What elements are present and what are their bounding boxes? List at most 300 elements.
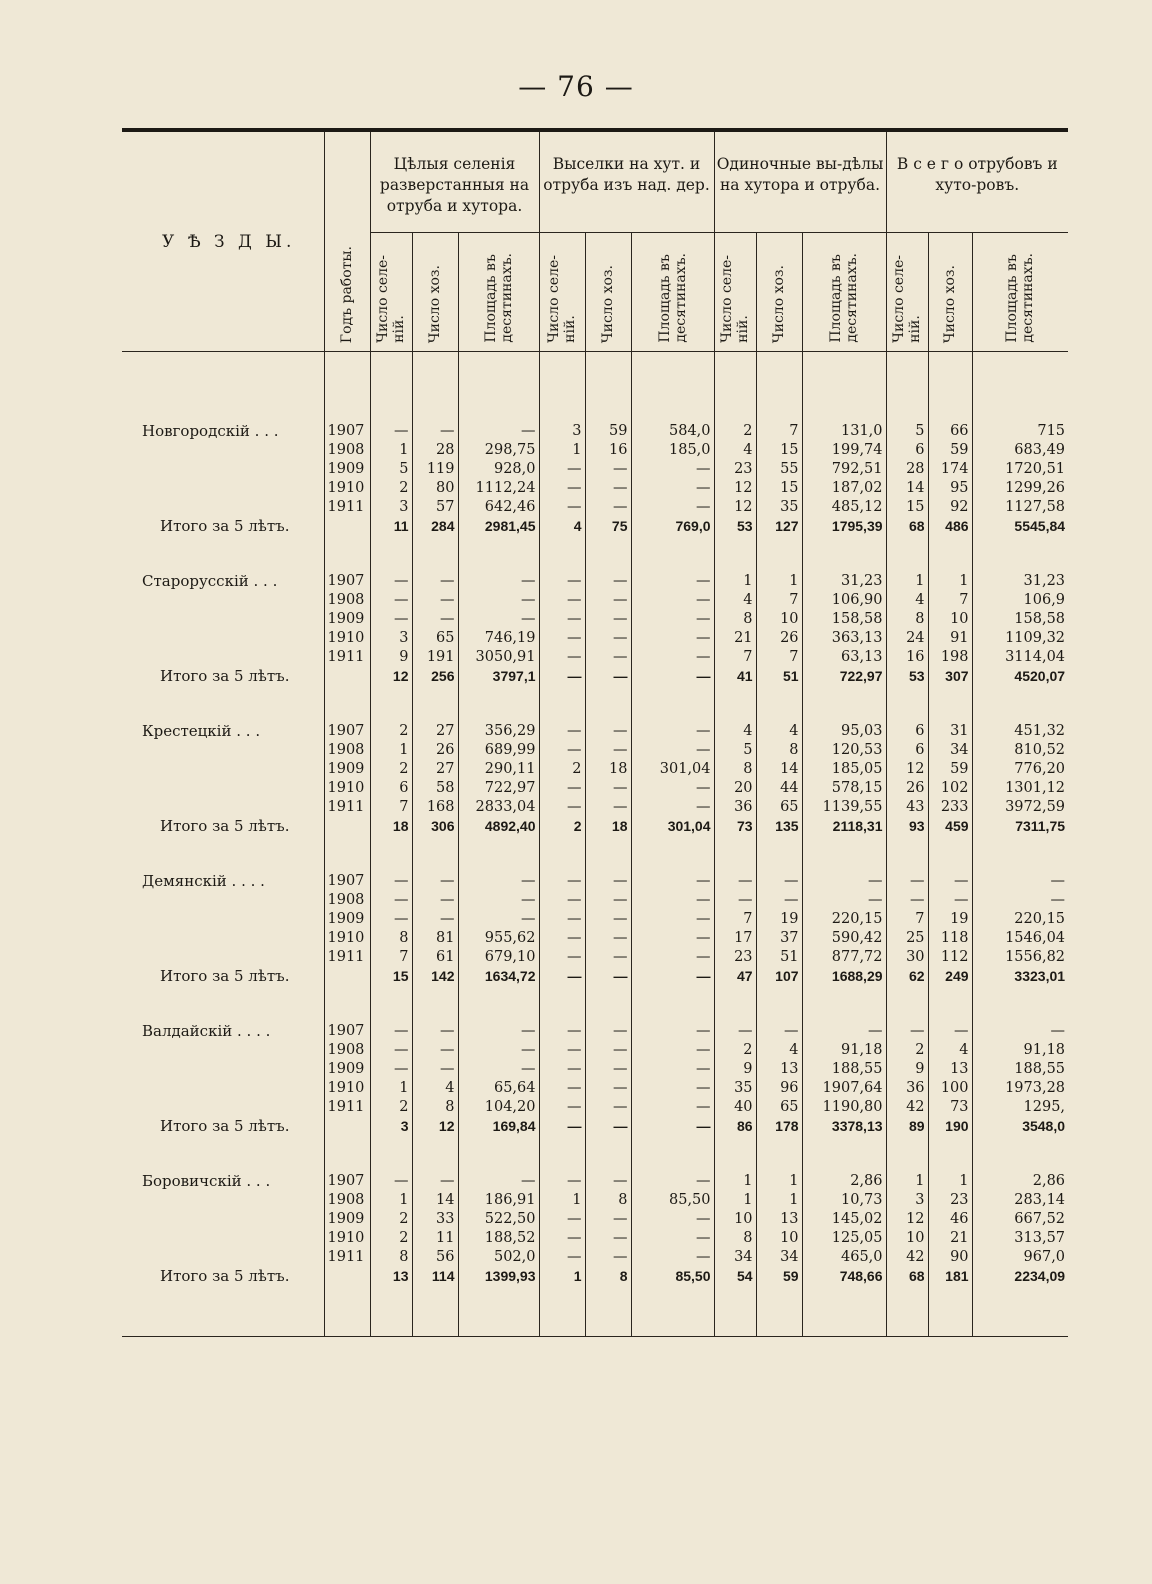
- villages-cell: 34: [714, 1248, 756, 1267]
- villages-cell: 62: [886, 967, 928, 986]
- spacer-cell: [928, 686, 972, 722]
- villages-cell: —: [539, 591, 585, 610]
- year-cell: 1907: [324, 422, 370, 441]
- villages-cell: 35: [714, 1079, 756, 1098]
- households-cell: —: [412, 1060, 458, 1079]
- households-cell: —: [585, 1041, 631, 1060]
- villages-cell: 1: [539, 441, 585, 460]
- area-cell: —: [631, 1248, 714, 1267]
- area-cell: 722,97: [458, 779, 539, 798]
- spacer-cell: [631, 686, 714, 722]
- district-cell: [122, 1229, 324, 1248]
- area-cell: 356,29: [458, 722, 539, 741]
- villages-cell: 1: [714, 1191, 756, 1210]
- villages-cell: 20: [714, 779, 756, 798]
- households-cell: —: [585, 1117, 631, 1136]
- villages-cell: 8: [714, 760, 756, 779]
- area-cell: 590,42: [802, 929, 886, 948]
- area-cell: 158,58: [972, 610, 1068, 629]
- households-cell: 10: [756, 1229, 802, 1248]
- total-row: [122, 817, 1068, 836]
- households-cell: 11: [412, 1229, 458, 1248]
- villages-cell: 7: [370, 948, 412, 967]
- area-cell: 1688,29: [802, 967, 886, 986]
- villages-cell: 7: [886, 910, 928, 929]
- area-cell: 63,13: [802, 648, 886, 667]
- villages-cell: —: [370, 1060, 412, 1079]
- area-cell: —: [631, 498, 714, 517]
- households-cell: —: [412, 872, 458, 891]
- area-cell: —: [802, 891, 886, 910]
- households-cell: 13: [928, 1060, 972, 1079]
- district-cell: [122, 460, 324, 479]
- area-cell: —: [458, 572, 539, 591]
- households-cell: 8: [412, 1098, 458, 1117]
- area-cell: —: [972, 891, 1068, 910]
- households-cell: —: [585, 629, 631, 648]
- villages-cell: 3: [886, 1191, 928, 1210]
- area-cell: —: [631, 572, 714, 591]
- spacer-cell: [539, 536, 585, 572]
- area-cell: 2,86: [972, 1172, 1068, 1191]
- subheader-villages: Число селе- ній.: [539, 233, 585, 352]
- villages-cell: 47: [714, 967, 756, 986]
- spacer-cell: [370, 1286, 412, 1337]
- year-cell: 1908: [324, 1041, 370, 1060]
- villages-cell: —: [886, 872, 928, 891]
- villages-cell: 25: [886, 929, 928, 948]
- area-cell: —: [631, 891, 714, 910]
- area-cell: —: [458, 422, 539, 441]
- households-cell: 34: [928, 741, 972, 760]
- area-cell: —: [458, 1060, 539, 1079]
- spacer-cell: [802, 1136, 886, 1172]
- district-cell: [122, 479, 324, 498]
- area-cell: 1907,64: [802, 1079, 886, 1098]
- spacer-cell: [458, 686, 539, 722]
- year-cell: 1911: [324, 498, 370, 517]
- spacer-cell: [122, 1136, 324, 1172]
- spacer-cell: [886, 836, 928, 872]
- spacer-cell: [631, 1136, 714, 1172]
- villages-cell: 3: [370, 498, 412, 517]
- area-cell: 158,58: [802, 610, 886, 629]
- subheader-area: Площадь въ десятинахъ.: [458, 233, 539, 352]
- area-cell: —: [631, 1229, 714, 1248]
- spacer-cell: [122, 536, 324, 572]
- year-cell: 1911: [324, 948, 370, 967]
- district-cell: [122, 591, 324, 610]
- spacer-cell: [928, 1136, 972, 1172]
- area-cell: —: [631, 591, 714, 610]
- year-cell: 1909: [324, 610, 370, 629]
- villages-cell: 2: [370, 479, 412, 498]
- spacer-cell: [122, 986, 324, 1022]
- villages-cell: 1: [370, 1079, 412, 1098]
- villages-cell: —: [539, 1060, 585, 1079]
- villages-cell: 2: [370, 722, 412, 741]
- area-cell: 31,23: [802, 572, 886, 591]
- spacer-cell: [412, 686, 458, 722]
- area-cell: —: [631, 1022, 714, 1041]
- households-cell: —: [585, 591, 631, 610]
- villages-cell: 26: [886, 779, 928, 798]
- total-label: Итого за 5 лѣтъ.: [160, 1267, 290, 1285]
- spacer-cell: [370, 536, 412, 572]
- households-cell: —: [412, 610, 458, 629]
- households-cell: 15: [756, 479, 802, 498]
- households-cell: 55: [756, 460, 802, 479]
- villages-cell: —: [539, 1248, 585, 1267]
- total-label: Итого за 5 лѣтъ.: [160, 667, 290, 685]
- spacer-cell: [370, 352, 412, 423]
- villages-cell: —: [539, 1041, 585, 1060]
- year-cell: [324, 967, 370, 986]
- area-cell: 485,12: [802, 498, 886, 517]
- group-header-settlements: Выселки на хут. и отруба изъ над. дер.: [539, 130, 714, 233]
- total-row: [122, 667, 1068, 686]
- area-cell: 1109,32: [972, 629, 1068, 648]
- households-cell: —: [412, 572, 458, 591]
- villages-cell: 2: [539, 760, 585, 779]
- households-cell: —: [412, 1041, 458, 1060]
- area-cell: 3114,04: [972, 648, 1068, 667]
- area-cell: 715: [972, 422, 1068, 441]
- households-cell: —: [756, 891, 802, 910]
- area-cell: 689,99: [458, 741, 539, 760]
- year-cell: 1908: [324, 441, 370, 460]
- spacer-cell: [412, 1286, 458, 1337]
- spacer-cell: [324, 352, 370, 423]
- villages-cell: 36: [714, 798, 756, 817]
- area-cell: 131,0: [802, 422, 886, 441]
- area-cell: 186,91: [458, 1191, 539, 1210]
- table-row: [122, 1098, 1068, 1117]
- spacer-cell: [539, 686, 585, 722]
- villages-cell: 1: [370, 441, 412, 460]
- households-cell: —: [585, 1248, 631, 1267]
- spacer-cell: [458, 352, 539, 423]
- households-cell: —: [412, 891, 458, 910]
- villages-cell: —: [539, 891, 585, 910]
- households-cell: 21: [928, 1229, 972, 1248]
- area-cell: 792,51: [802, 460, 886, 479]
- households-cell: —: [585, 872, 631, 891]
- table-row: [122, 1041, 1068, 1060]
- district-cell: [122, 441, 324, 460]
- villages-cell: 3: [370, 629, 412, 648]
- spacer-cell: [756, 1136, 802, 1172]
- area-cell: 776,20: [972, 760, 1068, 779]
- area-cell: 2,86: [802, 1172, 886, 1191]
- area-cell: 120,53: [802, 741, 886, 760]
- villages-cell: 18: [370, 817, 412, 836]
- villages-cell: 21: [714, 629, 756, 648]
- spacer-cell: [585, 986, 631, 1022]
- villages-cell: —: [539, 872, 585, 891]
- villages-cell: 2: [370, 1210, 412, 1229]
- area-cell: 465,0: [802, 1248, 886, 1267]
- households-cell: 1: [928, 572, 972, 591]
- spacer-cell: [324, 536, 370, 572]
- area-cell: 1127,58: [972, 498, 1068, 517]
- spacer-cell: [714, 536, 756, 572]
- area-cell: 769,0: [631, 517, 714, 536]
- households-cell: —: [585, 929, 631, 948]
- year-cell: 1910: [324, 629, 370, 648]
- area-cell: —: [631, 872, 714, 891]
- table-row: [122, 779, 1068, 798]
- table-row: [122, 722, 1068, 741]
- spacer-cell: [756, 686, 802, 722]
- spacer-cell: [886, 352, 928, 423]
- year-cell: 1908: [324, 1191, 370, 1210]
- households-cell: —: [412, 1172, 458, 1191]
- area-cell: —: [458, 872, 539, 891]
- households-cell: —: [412, 422, 458, 441]
- spacer-cell: [802, 836, 886, 872]
- area-cell: 3797,1: [458, 667, 539, 686]
- spacer-cell: [412, 986, 458, 1022]
- spacer-cell: [802, 536, 886, 572]
- households-cell: 14: [756, 760, 802, 779]
- spacer-cell: [756, 836, 802, 872]
- group-header-whole-villages: Цѣлыя селенія разверстанныя на отруба и хутора.: [370, 130, 539, 233]
- households-cell: 96: [756, 1079, 802, 1098]
- spacer-cell: [324, 1136, 370, 1172]
- area-cell: 65,64: [458, 1079, 539, 1098]
- area-cell: 188,55: [972, 1060, 1068, 1079]
- households-cell: —: [585, 648, 631, 667]
- area-cell: 1973,28: [972, 1079, 1068, 1098]
- households-cell: 7: [756, 648, 802, 667]
- households-cell: 8: [585, 1267, 631, 1286]
- villages-cell: —: [539, 1229, 585, 1248]
- households-cell: 35: [756, 498, 802, 517]
- table-row: [122, 629, 1068, 648]
- table-row: [122, 1229, 1068, 1248]
- households-cell: 1: [756, 1172, 802, 1191]
- households-cell: 4: [756, 1041, 802, 1060]
- households-cell: 181: [928, 1267, 972, 1286]
- villages-cell: 28: [886, 460, 928, 479]
- subheader-area: Площадь въ десятинахъ.: [802, 233, 886, 352]
- villages-cell: —: [539, 1210, 585, 1229]
- households-cell: —: [412, 910, 458, 929]
- households-cell: —: [928, 891, 972, 910]
- area-cell: —: [631, 1210, 714, 1229]
- households-cell: 65: [756, 1098, 802, 1117]
- area-cell: 188,55: [802, 1060, 886, 1079]
- district-cell: [122, 1041, 324, 1060]
- households-cell: 7: [928, 591, 972, 610]
- area-cell: —: [458, 1022, 539, 1041]
- year-cell: 1907: [324, 572, 370, 591]
- subheader-area: Площадь въ десятинахъ.: [631, 233, 714, 352]
- area-cell: —: [631, 948, 714, 967]
- households-cell: 127: [756, 517, 802, 536]
- spacer-cell: [928, 1286, 972, 1337]
- district-cell: [122, 741, 324, 760]
- households-cell: 100: [928, 1079, 972, 1098]
- villages-cell: 6: [370, 779, 412, 798]
- villages-cell: 2: [370, 760, 412, 779]
- area-cell: 877,72: [802, 948, 886, 967]
- spacer-cell: [458, 536, 539, 572]
- villages-cell: 12: [886, 760, 928, 779]
- villages-cell: 6: [886, 722, 928, 741]
- villages-cell: 2: [370, 1229, 412, 1248]
- villages-cell: 12: [886, 1210, 928, 1229]
- spacer-cell: [714, 686, 756, 722]
- area-cell: 3050,91: [458, 648, 539, 667]
- area-cell: 1301,12: [972, 779, 1068, 798]
- villages-cell: 93: [886, 817, 928, 836]
- households-cell: —: [585, 891, 631, 910]
- area-cell: —: [458, 610, 539, 629]
- households-cell: 73: [928, 1098, 972, 1117]
- villages-cell: 1: [539, 1267, 585, 1286]
- year-cell: 1909: [324, 1060, 370, 1079]
- villages-cell: —: [370, 591, 412, 610]
- table-row: [122, 422, 1068, 441]
- households-cell: 59: [585, 422, 631, 441]
- year-cell: 1909: [324, 1210, 370, 1229]
- area-cell: —: [458, 891, 539, 910]
- year-cell: 1911: [324, 1248, 370, 1267]
- households-cell: —: [585, 779, 631, 798]
- spacer-row: [122, 352, 1068, 423]
- villages-cell: —: [539, 648, 585, 667]
- area-cell: 283,14: [972, 1191, 1068, 1210]
- area-cell: 185,05: [802, 760, 886, 779]
- households-cell: 37: [756, 929, 802, 948]
- total-label: Итого за 5 лѣтъ.: [160, 517, 290, 535]
- villages-cell: —: [539, 948, 585, 967]
- villages-cell: 10: [714, 1210, 756, 1229]
- district-name: Старорусскій . . .: [142, 572, 278, 590]
- households-cell: —: [928, 872, 972, 891]
- villages-cell: —: [714, 891, 756, 910]
- district-name: Крестецкій . . .: [142, 722, 261, 740]
- spacer-cell: [756, 986, 802, 1022]
- villages-cell: 8: [370, 1248, 412, 1267]
- area-cell: 301,04: [631, 760, 714, 779]
- villages-cell: 4: [886, 591, 928, 610]
- year-cell: [324, 817, 370, 836]
- year-cell: 1910: [324, 1079, 370, 1098]
- villages-cell: —: [539, 498, 585, 517]
- area-cell: 928,0: [458, 460, 539, 479]
- year-cell: 1907: [324, 1022, 370, 1041]
- households-cell: 102: [928, 779, 972, 798]
- households-cell: 75: [585, 517, 631, 536]
- villages-cell: —: [539, 1172, 585, 1191]
- households-cell: 18: [585, 817, 631, 836]
- table-row: [122, 1079, 1068, 1098]
- households-cell: 284: [412, 517, 458, 536]
- households-cell: 91: [928, 629, 972, 648]
- table-row: [122, 948, 1068, 967]
- villages-cell: 40: [714, 1098, 756, 1117]
- spacer-cell: [714, 1286, 756, 1337]
- spacer-cell: [585, 536, 631, 572]
- area-cell: 31,23: [972, 572, 1068, 591]
- area-cell: —: [631, 798, 714, 817]
- spacer-row: [122, 686, 1068, 722]
- year-cell: [324, 517, 370, 536]
- area-cell: 290,11: [458, 760, 539, 779]
- district-cell: [122, 891, 324, 910]
- spacer-row: [122, 536, 1068, 572]
- villages-cell: 2: [370, 1098, 412, 1117]
- spacer-cell: [539, 1286, 585, 1337]
- households-cell: —: [928, 1022, 972, 1041]
- table-row: [122, 648, 1068, 667]
- spacer-cell: [122, 686, 324, 722]
- households-cell: 34: [756, 1248, 802, 1267]
- households-cell: 81: [412, 929, 458, 948]
- group-header-total: В с е г о отрубовъ и хуто-ровъ.: [886, 130, 1068, 233]
- area-cell: 85,50: [631, 1191, 714, 1210]
- households-cell: 4: [412, 1079, 458, 1098]
- subheader-villages: Число селе- ній.: [370, 233, 412, 352]
- spacer-cell: [756, 536, 802, 572]
- spacer-cell: [585, 1136, 631, 1172]
- villages-cell: 15: [370, 967, 412, 986]
- villages-cell: —: [539, 722, 585, 741]
- area-cell: —: [631, 929, 714, 948]
- group-header-single-allotments: Одиночные вы-дѣлы на хутора и отруба.: [714, 130, 886, 233]
- spacer-cell: [370, 836, 412, 872]
- area-cell: —: [631, 1079, 714, 1098]
- households-cell: 95: [928, 479, 972, 498]
- households-cell: 15: [756, 441, 802, 460]
- households-cell: 10: [928, 610, 972, 629]
- area-cell: 3323,01: [972, 967, 1068, 986]
- total-label: Итого за 5 лѣтъ.: [160, 817, 290, 835]
- spacer-cell: [802, 1286, 886, 1337]
- area-cell: 2981,45: [458, 517, 539, 536]
- table-row: [122, 1210, 1068, 1229]
- villages-cell: 68: [886, 1267, 928, 1286]
- area-cell: 810,52: [972, 741, 1068, 760]
- spacer-cell: [324, 986, 370, 1022]
- area-cell: 1112,24: [458, 479, 539, 498]
- households-cell: 92: [928, 498, 972, 517]
- area-cell: 748,66: [802, 1267, 886, 1286]
- area-cell: 85,50: [631, 1267, 714, 1286]
- households-cell: 80: [412, 479, 458, 498]
- table-row: [122, 1022, 1068, 1041]
- spacer-row: [122, 1136, 1068, 1172]
- villages-cell: 1: [714, 572, 756, 591]
- area-cell: 642,46: [458, 498, 539, 517]
- households-cell: 56: [412, 1248, 458, 1267]
- area-cell: 502,0: [458, 1248, 539, 1267]
- spacer-cell: [802, 986, 886, 1022]
- villages-cell: 2: [714, 422, 756, 441]
- district-cell: [122, 498, 324, 517]
- spacer-cell: [458, 836, 539, 872]
- table-row: [122, 1060, 1068, 1079]
- area-cell: —: [802, 872, 886, 891]
- district-cell: [122, 779, 324, 798]
- area-cell: 2234,09: [972, 1267, 1068, 1286]
- villages-cell: 1: [539, 1191, 585, 1210]
- villages-cell: 54: [714, 1267, 756, 1286]
- villages-cell: 1: [370, 741, 412, 760]
